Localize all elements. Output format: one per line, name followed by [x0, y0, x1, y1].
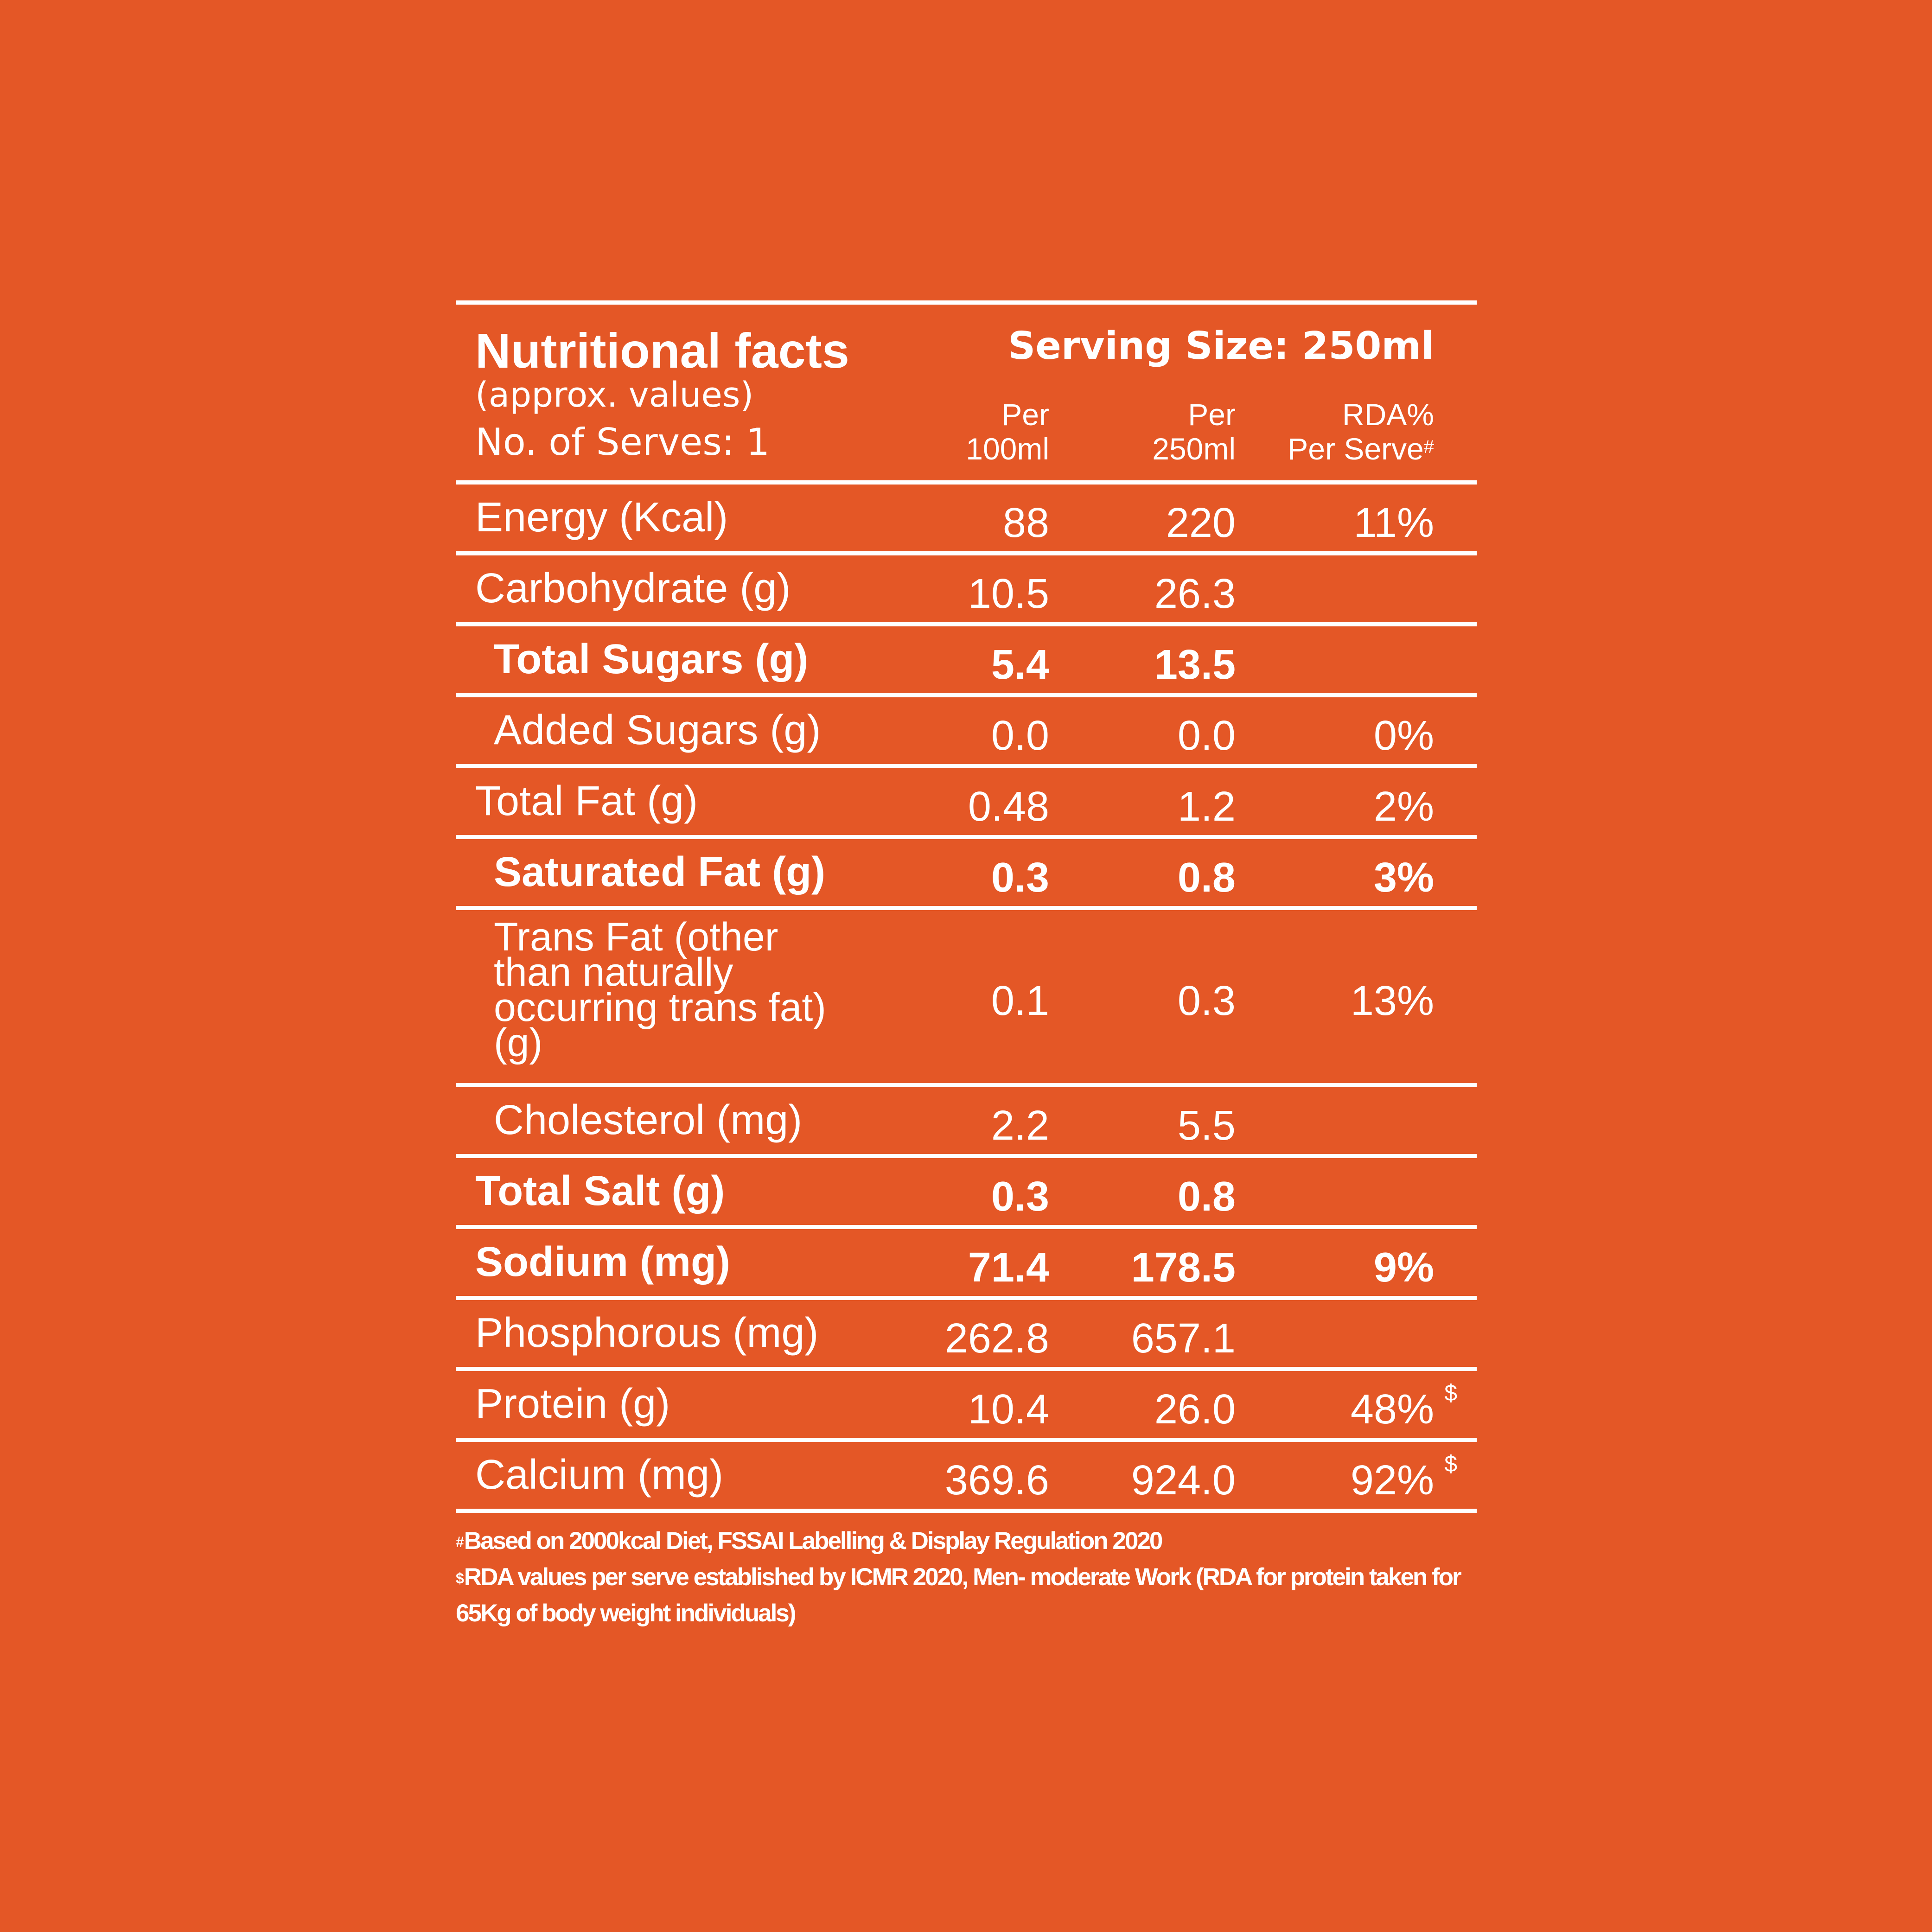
- bottom-divider: [456, 1509, 1477, 1513]
- footnote-marker: $: [1444, 1451, 1457, 1477]
- value-per-100ml: 0.0: [991, 713, 1049, 759]
- value-per-250ml: 657.1: [1131, 1315, 1236, 1362]
- footnotes: [456, 1523, 1480, 1632]
- nutrient-row-protein: [456, 1371, 1477, 1438]
- value-rda: 11%: [1353, 500, 1434, 546]
- row-divider: [456, 551, 1477, 555]
- row-divider: [456, 835, 1477, 839]
- value-per-250ml: 178.5: [1131, 1244, 1236, 1291]
- nutrient-row-added-sugars: [456, 697, 1477, 764]
- column-header-line: 100ml: [966, 432, 1049, 466]
- value-per-250ml: 0.8: [1177, 854, 1236, 901]
- nutrient-row-cholesterol: [456, 1087, 1477, 1154]
- column-header-per-250ml: [1152, 397, 1236, 466]
- column-header-line: Per: [1188, 397, 1236, 432]
- serving-size: Serving Size: 250ml: [1008, 324, 1434, 368]
- value-per-100ml: 10.5: [968, 571, 1049, 617]
- nutrient-name: Saturated Fat (g): [494, 849, 826, 895]
- value-per-100ml: 262.8: [944, 1315, 1049, 1362]
- nutrient-row-calcium: [456, 1442, 1477, 1509]
- value-per-250ml: 220: [1166, 500, 1236, 546]
- value-per-250ml: 0.3: [1177, 978, 1236, 1024]
- value-per-250ml: 1.2: [1177, 784, 1236, 830]
- value-per-100ml: 0.48: [968, 784, 1049, 830]
- value-per-100ml: 5.4: [991, 642, 1049, 688]
- value-per-250ml: 5.5: [1177, 1103, 1236, 1149]
- footnote-diet: [456, 1523, 1480, 1559]
- value-per-100ml: 71.4: [968, 1244, 1049, 1291]
- value-per-100ml: 0.3: [991, 854, 1049, 901]
- nutrient-row-sodium: [456, 1229, 1477, 1296]
- value-per-100ml: 369.6: [944, 1457, 1049, 1504]
- footnote-marker: $: [456, 1570, 464, 1587]
- row-divider: [456, 1367, 1477, 1371]
- nutrient-row-trans-fat: [456, 910, 1477, 1083]
- column-header-text: Per Serve: [1288, 432, 1424, 466]
- value-per-250ml: 26.0: [1154, 1386, 1236, 1433]
- nutrient-name: Added Sugars (g): [494, 707, 821, 753]
- nutrient-name: Energy (Kcal): [475, 494, 728, 541]
- value-per-100ml: 2.2: [991, 1103, 1049, 1149]
- value-per-100ml: 88: [1002, 500, 1049, 546]
- value-rda: 13%: [1350, 978, 1434, 1024]
- row-divider: [456, 1225, 1477, 1229]
- row-divider: [456, 1154, 1477, 1158]
- footnote-marker: #: [1423, 437, 1434, 457]
- nutrient-name: Total Sugars (g): [494, 636, 809, 682]
- row-divider: [456, 1296, 1477, 1300]
- column-header-line: 250ml: [1152, 432, 1236, 466]
- footnote-marker: #: [456, 1534, 464, 1550]
- value-rda: 0%: [1373, 713, 1434, 759]
- value-per-250ml: 0.0: [1177, 713, 1236, 759]
- value-per-250ml: 924.0: [1131, 1457, 1236, 1504]
- footnote-text: Based on 2000kcal Diet, FSSAI Labelling & Display Regulation 2020: [464, 1527, 1162, 1555]
- value-per-250ml: 13.5: [1154, 642, 1236, 688]
- column-header-line: [1288, 432, 1434, 466]
- value-rda: 3%: [1373, 854, 1434, 901]
- nutrient-row-saturated-fat: [456, 839, 1477, 906]
- header-divider: [456, 480, 1477, 485]
- row-divider: [456, 1438, 1477, 1442]
- nutrient-row-total-fat: [456, 768, 1477, 835]
- nutrient-row-energy: [456, 485, 1477, 551]
- value-per-250ml: 0.8: [1177, 1173, 1236, 1220]
- serves-count: No. of Serves: 1: [475, 421, 770, 464]
- row-divider: [456, 906, 1477, 910]
- value-rda: 92%: [1350, 1457, 1434, 1504]
- value-rda: 48%: [1350, 1386, 1434, 1433]
- footnote-marker: $: [1444, 1380, 1457, 1406]
- nutrient-name: Total Fat (g): [475, 778, 698, 824]
- nutrient-name: Total Salt (g): [475, 1168, 725, 1214]
- column-header-line: Per: [1001, 397, 1049, 432]
- nutrient-name: Calcium (mg): [475, 1452, 724, 1498]
- row-divider: [456, 764, 1477, 768]
- row-divider: [456, 693, 1477, 697]
- nutrient-name: Phosphorous (mg): [475, 1310, 819, 1356]
- nutrition-facts-panel: [456, 300, 1477, 1632]
- top-divider: [456, 300, 1477, 305]
- value-per-250ml: 26.3: [1154, 571, 1236, 617]
- column-header-line: RDA%: [1342, 397, 1434, 432]
- value-per-100ml: 0.1: [991, 978, 1049, 1024]
- nutrient-row-phosphorous: [456, 1300, 1477, 1367]
- nutrient-name: Protein (g): [475, 1381, 670, 1427]
- nutrient-row-carbohydrate: [456, 555, 1477, 622]
- value-per-100ml: 0.3: [991, 1173, 1049, 1220]
- value-rda: 2%: [1373, 784, 1434, 830]
- panel-title: Nutritional facts: [475, 324, 849, 378]
- column-header-rda: [1288, 397, 1434, 466]
- row-divider: [456, 1083, 1477, 1087]
- nutrient-row-total-sugars: [456, 626, 1477, 693]
- nutrient-name: Sodium (mg): [475, 1239, 730, 1285]
- nutrient-row-total-salt: [456, 1158, 1477, 1225]
- footnote-text: RDA values per serve established by ICMR 2020, Men- moderate Work (RDA for protein taken for 65Kg of body weight individuals): [456, 1563, 1460, 1627]
- nutrient-name: Trans Fat (other than naturally occurring trans fat) (g): [494, 915, 826, 1065]
- approx-note: (approx. values): [475, 375, 754, 415]
- nutrient-name: Cholesterol (mg): [494, 1097, 803, 1143]
- value-per-100ml: 10.4: [968, 1386, 1049, 1433]
- row-divider: [456, 622, 1477, 626]
- footnote-rda: [456, 1559, 1480, 1632]
- value-rda: 9%: [1373, 1244, 1434, 1291]
- nutrient-name: Carbohydrate (g): [475, 565, 791, 612]
- table-header: [456, 305, 1477, 480]
- column-header-per-100ml: [966, 397, 1049, 466]
